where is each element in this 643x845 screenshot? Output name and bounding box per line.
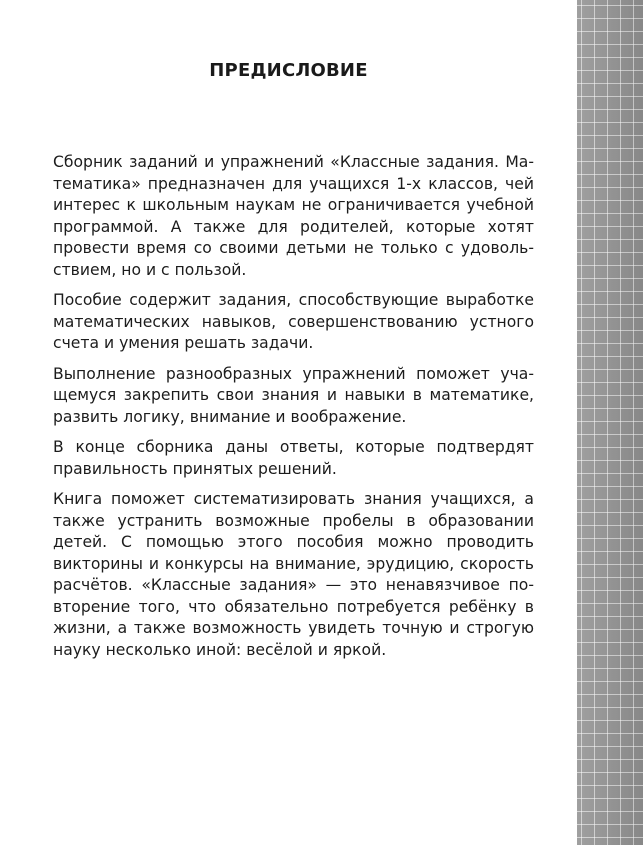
paragraph-3: Выполнение разнообразных упражнений поможет учащемуся закрепить свои знания и навыки в математике, развить логику, внимание и воображение.: [53, 364, 534, 426]
page-title: ПРЕДИСЛОВИЕ: [209, 60, 368, 81]
grid-margin-decoration: [577, 0, 643, 845]
paragraph-1: Сборник заданий и упражнений «Классные задания. Математика» предназначен для учащихся 1-х классов, чей интерес к школьным наукам не ограничивается учебной программой. А также для родителей, которые хотят провести время со своими детьми не только с удовольствием, но и с пользой.: [53, 153, 534, 279]
preface-body: [53, 152, 534, 670]
paragraph-2: Пособие содержит задания, способствующие выработке математических навыков, совершенствованию устного счета и умения решать задачи.: [53, 291, 534, 352]
paragraph-5: Книга поможет систематизировать знания учащихся, а также устранить возможные пробелы в образовании детей. С помощью этого пособия можно проводить викторины и конкурсы на внимание, эрудицию, скорость расчётов. «Классные задания» — это ненавязчивое повторение того, что обязательно потребуется ребёнку в жизни, а также возможность увидеть точную и строгую науку несколько иной: весёлой и яркой.: [53, 490, 534, 659]
paragraph-4: В конце сборника даны ответы, которые подтвердят правильность принятых решений.: [53, 438, 534, 478]
